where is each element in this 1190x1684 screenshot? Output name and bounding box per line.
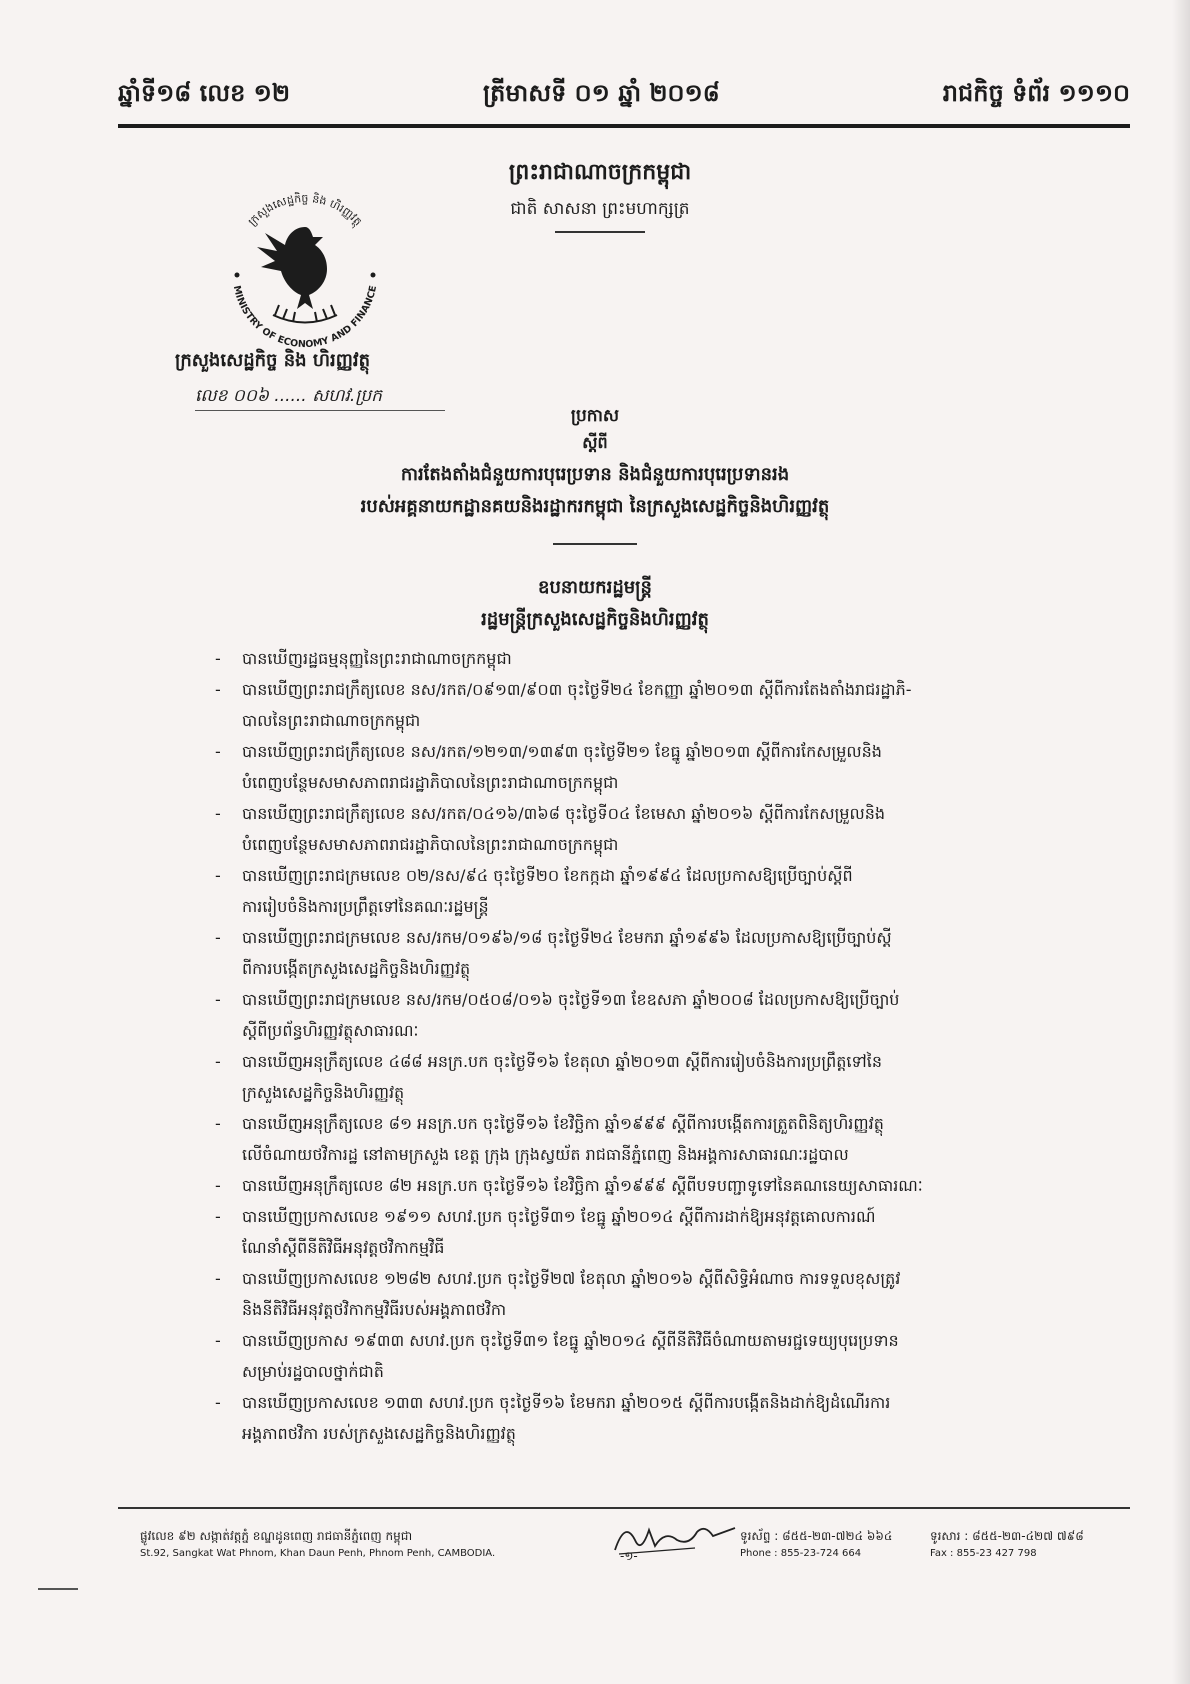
document-title-line-1: ការតែងតាំងជំនួយការបុរេប្រទាន និងជំនួយការបុរេប្រទានរង [400, 464, 790, 485]
consideration-line [215, 736, 1085, 767]
consideration-text: បានឃើញព្រះរាជក្រឹត្យលេខ នស/រកត/០៩១៣/៩០៣ ចុះថ្ងៃទី២៤ ខែកញ្ញា ឆ្នាំ២០១៣ ស្តីពីការតែងតាំងរាជរដ្ឋាភិ- [242, 680, 912, 699]
list-bullet: - [215, 928, 221, 947]
gazette-header [118, 78, 1130, 118]
consideration-text: បានឃើញព្រះរាជក្រឹត្យលេខ នស/រកត/០៤១៦/៣៦៨ ចុះថ្ងៃទី០៤ ខែមេសា ឆ្នាំ២០១៦ ស្តីពីការកែសម្រួលនិង [242, 804, 886, 823]
consideration-text: អង្គភាពថវិកា របស់ក្រសួងសេដ្ឋកិច្ចនិងហិរញ្ញវត្ថុ [242, 1424, 516, 1443]
consideration-text: បានឃើញប្រកាសលេខ ១៩១១ សហវ.ប្រក ចុះថ្ងៃទី៣១ ខែធ្នូ ឆ្នាំ២០១៤ ស្តីពីការដាក់ឱ្យអនុវត្តគោលការណ៍ [242, 1207, 876, 1226]
consideration-text: បានឃើញព្រះរាជក្រមលេខ នស/រកម/០៥០៨/០១៦ ចុះថ្ងៃទី១៣ ខែឧសភា ឆ្នាំ២០០៨ ដែលប្រកាសឱ្យប្រើច្បាប់ [242, 990, 900, 1009]
consideration-text: បំពេញបន្ថែមសមាសភាពរាជរដ្ឋាភិបាលនៃព្រះរាជាណាចក្រកម្ពុជា [242, 773, 619, 792]
consideration-line [215, 922, 1085, 953]
consideration-line [215, 891, 1085, 922]
consideration-line [215, 1325, 1085, 1356]
consideration-line [215, 1015, 1085, 1046]
consideration-line [215, 1356, 1085, 1387]
consideration-text: បានឃើញព្រះរាជក្រមលេខ ០២/នស/៩៤ ចុះថ្ងៃទី២០ ខែកក្កដា ឆ្នាំ១៩៩៤ ដែលប្រកាសឱ្យប្រើច្បាប់ស្តីពី [242, 866, 853, 885]
consideration-text: បំពេញបន្ថែមសមាសភាពរាជរដ្ឋាភិបាលនៃព្រះរាជាណាចក្រកម្ពុជា [242, 835, 619, 854]
list-bullet: - [215, 990, 221, 1009]
list-bullet: - [215, 742, 221, 761]
scan-margin-mark [38, 1588, 78, 1590]
issuer-title-line-1: ឧបនាយករដ្ឋមន្ត្រី [538, 577, 652, 598]
laurel-branch-icon [273, 305, 337, 323]
consideration-text: បានឃើញរដ្ឋធម្មនុញ្ញនៃព្រះរាជាណាចក្រកម្ពុជា [242, 649, 512, 668]
consideration-line [215, 1046, 1085, 1077]
consideration-text: លើចំណាយថវិការដ្ឋ នៅតាមក្រសួង ខេត្ត ក្រុង ក្រុងស្វយ័ត រាជធានីភ្នំពេញ និងអង្គការសាធារណៈរដ្ឋបាល [242, 1145, 849, 1164]
list-bullet: - [215, 649, 221, 668]
list-bullet: - [215, 1052, 221, 1071]
consideration-text: ពីការបង្កើតក្រសួងសេដ្ឋកិច្ចនិងហិរញ្ញវត្ថុ [242, 959, 471, 978]
bird-emblem-icon [257, 227, 327, 309]
consideration-line [215, 1108, 1085, 1139]
kingdom-title: ព្រះរាជាណាចក្រកម្ពុជា [508, 159, 692, 185]
ministry-seal-logo [215, 175, 395, 355]
gazette-quarter: ត្រីមាសទី ០១ ឆ្នាំ ២០១៨ [483, 78, 720, 107]
consideration-text: ការរៀបចំនិងការប្រព្រឹត្តទៅនៃគណៈរដ្ឋមន្ត្រី [242, 897, 489, 916]
footer-phone-en: Phone : 855-23-724 664 [740, 1548, 862, 1559]
footer-fax-en: Fax : 855-23 427 798 [930, 1548, 1037, 1559]
consideration-line [215, 1139, 1085, 1170]
seal-text-bottom: MINISTRY OF ECONOMY AND FINANCE [230, 284, 380, 351]
issuer-title-line-2: រដ្ឋមន្ត្រីក្រសួងសេដ្ឋកិច្ចនិងហិរញ្ញវត្ថុ [481, 609, 709, 630]
consideration-line [215, 860, 1085, 891]
footer-fax-kh: ទូរសារ : ៨៥៥-២៣-៤២៧ ៧៩៨ [930, 1529, 1084, 1543]
list-bullet: - [215, 1393, 221, 1412]
consideration-line [215, 1294, 1085, 1325]
consideration-text: បានឃើញព្រះរាជក្រឹត្យលេខ នស/រកត/១២១៣/១៣៩៣ ចុះថ្ងៃទី២១ ខែធ្នូ ឆ្នាំ២០១៣ ស្តីពីការកែសម្រួលនិង [242, 742, 882, 761]
consideration-line [215, 767, 1085, 798]
svg-text:ក្រសួងសេដ្ឋកិច្ច និង ហិរញ្ញវត្ [246, 191, 365, 230]
gazette-year-issue: ឆ្នាំទី១៨ លេខ ១២ [118, 78, 290, 107]
title-divider [553, 543, 637, 545]
consideration-text: បានឃើញប្រកាសលេខ ១៣៣ សហវ.ប្រក ចុះថ្ងៃទី១៦ ខែមករា ឆ្នាំ២០១៥ ស្តីពីការបង្កើតនិងដាក់ឱ្យដំណើរការ [242, 1393, 891, 1412]
consideration-line [215, 953, 1085, 984]
list-bullet: - [215, 1331, 221, 1350]
consideration-line [215, 1232, 1085, 1263]
consideration-text: និងនីតិវិធីអនុវត្តថវិកាកម្មវិធីរបស់អង្គភាពថវិកា [242, 1300, 507, 1319]
consideration-line [215, 705, 1085, 736]
document-title-line-2: របស់អគ្គនាយកដ្ឋានគយនិងរដ្ឋាករកម្ពុជា នៃក្រសួងសេដ្ឋកិច្ចនិងហិរញ្ញវត្ថុ [360, 496, 830, 517]
page-number: -១- [620, 1549, 638, 1563]
consideration-line [215, 1387, 1085, 1418]
scan-edge-shadow [1172, 0, 1190, 1684]
document-type: ប្រកាស [570, 406, 620, 426]
consideration-line [215, 798, 1085, 829]
list-bullet: - [215, 680, 221, 699]
document-subject-label: ស្តីពី [582, 433, 608, 452]
national-motto: ជាតិ សាសនា ព្រះមហាក្សត្រ [510, 199, 690, 219]
consideration-line [215, 984, 1085, 1015]
list-bullet: - [215, 1269, 221, 1288]
consideration-text: សម្រាប់រដ្ឋបាលថ្នាក់ជាតិ [242, 1362, 384, 1381]
consideration-text: ស្តីពីប្រព័ន្ធហិរញ្ញវត្ថុសាធារណៈ [242, 1021, 419, 1040]
issuing-ministry-name: ក្រសួងសេដ្ឋកិច្ច និង ហិរញ្ញវត្ថុ [175, 350, 370, 371]
considerations-list [215, 643, 1085, 1449]
motto-divider [555, 231, 645, 233]
list-bullet: - [215, 804, 221, 823]
consideration-line [215, 1170, 1085, 1201]
footer-address-en: St.92, Sangkat Wat Phnom, Khan Daun Penh, Phnom Penh, CAMBODIA. [140, 1548, 496, 1559]
consideration-text: បាលនៃព្រះរាជាណាចក្រកម្ពុជា [242, 711, 421, 730]
consideration-line [215, 1077, 1085, 1108]
header-rule [118, 124, 1130, 128]
consideration-text: បានឃើញអនុក្រឹត្យលេខ ៨២ អនក្រ.បក ចុះថ្ងៃទី១៦ ខែវិច្ឆិកា ឆ្នាំ១៩៩៩ ស្តីពីបទបញ្ជាទូទៅនៃគណនេយ្យសាធារណៈ [242, 1176, 923, 1195]
footer-rule [118, 1507, 1130, 1509]
consideration-text: បានឃើញប្រកាស ១៩៣៣ សហវ.ប្រក ចុះថ្ងៃទី៣១ ខែធ្នូ ឆ្នាំ២០១៤ ស្តីពីនីតិវិធីចំណាយតាមរជ្ជទេយ្យបុរេប្រទាន [242, 1331, 899, 1350]
consideration-line [215, 674, 1085, 705]
consideration-line [215, 1201, 1085, 1232]
consideration-text: ក្រសួងសេដ្ឋកិច្ចនិងហិរញ្ញវត្ថុ [242, 1083, 405, 1102]
list-bullet: - [215, 866, 221, 885]
consideration-line [215, 829, 1085, 860]
consideration-text: បានឃើញអនុក្រឹត្យលេខ ៤៨៨ អនក្រ.បក ចុះថ្ងៃទី១៦ ខែតុលា ឆ្នាំ២០១៣ ស្តីពីការរៀបចំនិងការប្រព្រឹត្តទៅនៃ [242, 1052, 882, 1071]
list-bullet: - [215, 1207, 221, 1226]
footer-phone-kh: ទូរស័ព្ទ : ៨៥៥-២៣-៧២៤ ៦៦៤ [740, 1529, 893, 1543]
document-number: លេខ ០០៦ ...... សហវ.ប្រក [195, 386, 382, 406]
consideration-line [215, 1418, 1085, 1449]
consideration-line [215, 1263, 1085, 1294]
consideration-line [215, 643, 1085, 674]
gazette-page-ref: រាជកិច្ច ទំព័រ ១១១០ [942, 78, 1130, 107]
seal-text-top: ក្រសួងសេដ្ឋកិច្ច និង ហិរញ្ញវត្ថុ [245, 191, 365, 229]
consideration-text: បានឃើញអនុក្រឹត្យលេខ ៨១ អនក្រ.បក ចុះថ្ងៃទី១៦ ខែវិច្ឆិកា ឆ្នាំ១៩៩៩ ស្តីពីការបង្កើតការត្រួតពិនិត្យហិរញ្ញវត្ថុ [242, 1114, 884, 1133]
footer-address-kh: ផ្លូវលេខ ៩២ សង្កាត់វត្តភ្នំ ខណ្ឌដូនពេញ រាជធានីភ្នំពេញ កម្ពុជា [140, 1529, 413, 1543]
consideration-text: បានឃើញប្រកាសលេខ ១២៨២ សហវ.ប្រក ចុះថ្ងៃទី២៧ ខែតុលា ឆ្នាំ២០១៦ ស្តីពីសិទ្ធិអំណាច ការទទួលខុសត្រូវ [242, 1269, 901, 1288]
list-bullet: - [215, 1176, 221, 1195]
consideration-text: បានឃើញព្រះរាជក្រមលេខ នស/រកម/០១៩៦/១៨ ចុះថ្ងៃទី២៤ ខែមករា ឆ្នាំ១៩៩៦ ដែលប្រកាសឱ្យប្រើច្បាប់ស្តី [242, 928, 892, 947]
list-bullet: - [215, 1114, 221, 1133]
consideration-text: ណែនាំស្តីពីនីតិវិធីអនុវត្តថវិកាកម្មវិធី [242, 1238, 445, 1257]
